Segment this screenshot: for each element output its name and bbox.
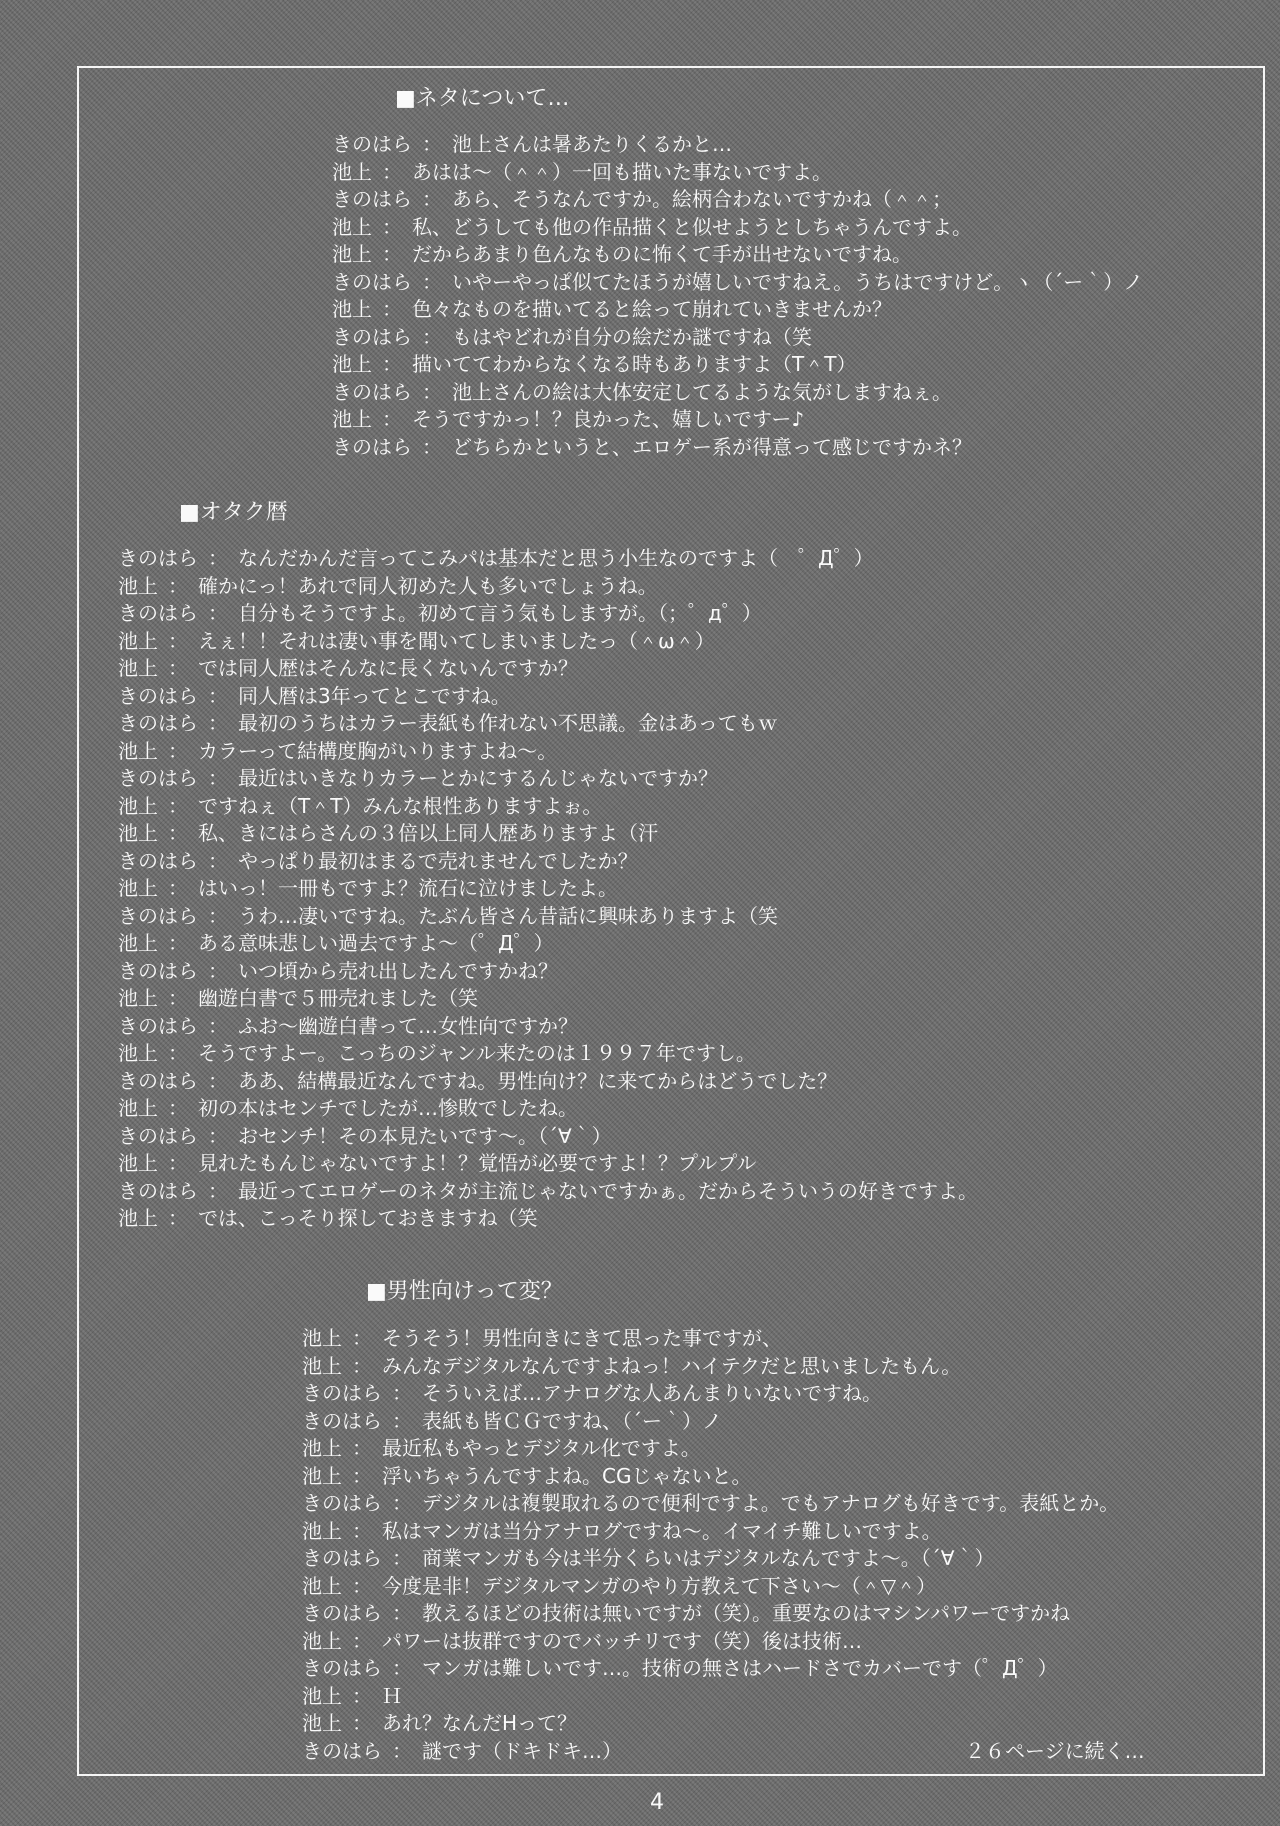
speaker-separator: ： [382,242,402,266]
dialogue-text: マンガは難しいです…。技術の無さはハードさでカバーです（゜Д゜） [422,1656,1058,1680]
speaker-name: 池上 [302,1326,342,1350]
dialogue-line [118,1123,978,1151]
speaker-name: 池上 [118,1096,158,1120]
dialogue-text: ふお～幽遊白書って…女性向ですか？ [238,1013,578,1038]
speaker-name: きのはら [118,683,198,708]
dialogue-line [332,186,1143,214]
dialogue-list [302,1325,1119,1765]
speaker-name: 池上 [332,297,372,321]
speaker-name: きのはら [332,379,412,404]
dialogue-line [118,683,978,711]
speaker-name: きのはら [302,1601,382,1625]
speaker-separator: ： [382,352,402,376]
dialogue-line [332,324,1143,352]
continued-note: ２６ページに続く… [965,1739,1145,1763]
speaker-name: きのはら [118,848,198,873]
dialogue-line [118,600,978,628]
dialogue-text: いやーやっぱ似てたほうが嬉しいですねえ。うちはですけど。ヽ（´ー｀）ノ [452,269,1144,294]
speaker-name: 池上 [118,876,158,900]
dialogue-line [332,379,1143,407]
dialogue-line [118,655,978,683]
dialogue-line [332,434,1143,462]
dialogue-text: 確かにっ！あれで同人初めた人も多いでしょうね。 [198,573,658,598]
speaker-separator: ： [168,656,188,680]
dialogue-line [118,1178,978,1206]
section-neta [332,86,1143,461]
speaker-separator: ： [382,159,402,184]
dialogue-line [302,1325,1119,1353]
dialogue-text: では、こっそり探しておきますね（笑 [198,1206,538,1230]
dialogue-line [332,269,1143,297]
dialogue-line [332,214,1143,242]
speaker-separator: ： [422,324,442,349]
speaker-name: 池上 [302,1436,342,1460]
speaker-separator: ： [382,297,402,321]
dialogue-text: 色々なものを描いてると絵って崩れていきませんか？ [412,297,892,321]
dialogue-list [332,131,1143,461]
speaker-separator: ： [352,1436,372,1460]
speaker-separator: ： [168,738,188,763]
speaker-name: きのはら [302,1546,382,1570]
speaker-name: 池上 [332,242,372,266]
speaker-name: 池上 [302,1711,342,1735]
dialogue-text: 今度是非！デジタルマンガのやり方教えて下さい～（＾▽＾） [382,1573,937,1598]
dialogue-line [302,1380,1119,1408]
dialogue-text: 初の本はセンチでしたが…惨敗でしたね。 [198,1096,578,1120]
speaker-separator: ： [392,1738,412,1763]
speaker-name: きのはら [118,1178,198,1203]
dialogue-text: 教えるほどの技術は無いですが（笑）。重要なのはマシンパワーですかね [422,1601,1071,1625]
speaker-separator: ： [208,1013,228,1038]
dialogue-text: 商業マンガも今は半分くらいはデジタルなんですよ～。（´∀｀） [422,1546,995,1570]
dialogue-line [302,1518,1119,1546]
speaker-separator: ： [208,683,228,708]
dialogue-text: みんなデジタルなんですよねっ！ハイテクだと思いましたもん。 [382,1353,962,1378]
speaker-separator: ： [208,1123,228,1148]
speaker-name: 池上 [118,656,158,680]
dialogue-text: Ｈ [382,1683,402,1708]
speaker-name: きのはら [302,1738,382,1763]
dialogue-text: そうそう！男性向きにきて思った事ですが、 [382,1326,782,1350]
speaker-name: 池上 [118,931,158,955]
speaker-separator: ： [352,1628,372,1653]
speaker-name: 池上 [118,628,158,653]
speaker-separator: ： [352,1573,372,1598]
dialogue-line [118,738,978,766]
dialogue-text: カラーって結構度胸がいりますよね～。 [198,738,558,763]
speaker-name: 池上 [118,573,158,598]
speaker-separator: ： [208,848,228,873]
dialogue-text: 見れたもんじゃないですよ！？覚悟が必要ですよ！？プルプル [198,1151,757,1175]
dialogue-line [118,545,978,573]
dialogue-text: あら、そうなんですか。絵柄合わないですかね（＾＾； [452,187,952,211]
dialogue-line [118,1013,978,1041]
speaker-separator: ： [168,821,188,845]
speaker-separator: ： [382,407,402,431]
dialogue-text: 自分もそうですよ。初めて言う気もしますが。（；゜д゜） [238,601,762,625]
speaker-separator: ： [168,931,188,955]
speaker-name: きのはら [118,903,198,928]
speaker-name: きのはら [302,1491,382,1515]
dialogue-line [118,1095,978,1123]
dialogue-text: なんだかんだ言ってこみパは基本だと思う小生なのですよ（ ゜Д゜） [238,546,874,570]
speaker-name: きのはら [332,434,412,459]
dialogue-line [118,1068,978,1096]
speaker-name: 池上 [332,159,372,184]
dialogue-line [118,958,978,986]
speaker-separator: ： [352,1711,372,1735]
section-heading: ■オタク暦 [179,500,288,525]
section-dansei-muke [302,1279,1119,1765]
dialogue-line [302,1600,1119,1628]
speaker-separator: ： [352,1326,372,1350]
dialogue-text: あはは～（＾＾）一回も描いた事ないですよ。 [412,159,832,184]
speaker-separator: ： [208,766,228,790]
speaker-name: きのはら [118,1013,198,1038]
section-otaku-reki [118,500,978,1233]
speaker-name: 池上 [302,1518,342,1543]
speaker-separator: ： [168,628,188,653]
dialogue-line [118,793,978,821]
speaker-name: きのはら [118,1123,198,1148]
dialogue-text: おセンチ！その本見たいです～。（´∀｀） [238,1123,612,1148]
speaker-name: 池上 [118,793,158,818]
speaker-separator: ： [208,546,228,570]
speaker-separator: ： [422,132,442,156]
speaker-separator: ： [422,434,442,459]
speaker-name: 池上 [302,1573,342,1598]
speaker-separator: ： [392,1656,412,1680]
speaker-separator: ： [352,1463,372,1488]
section-heading: ■ネタについて… [395,86,570,111]
dialogue-text: どちらかというと、エロゲー系が得意って感じですかネ？ [452,434,972,459]
dialogue-text: そういえば…アナログな人あんまりいないですね。 [422,1381,882,1405]
speaker-name: 池上 [302,1463,342,1488]
speaker-separator: ： [392,1601,412,1625]
dialogue-line [302,1545,1119,1573]
dialogue-line [302,1573,1119,1601]
section-heading: ■男性向けって変？ [366,1279,563,1304]
dialogue-text: 最近はいきなりカラーとかにするんじゃないですか？ [238,766,718,790]
dialogue-list [118,545,978,1233]
dialogue-line [118,848,978,876]
dialogue-text: 最近私もやっとデジタル化ですよ。 [382,1436,701,1460]
speaker-name: きのはら [118,711,198,735]
speaker-name: 池上 [118,1041,158,1065]
speaker-separator: ： [352,1353,372,1378]
speaker-name: 池上 [302,1353,342,1378]
speaker-separator: ： [392,1546,412,1570]
speaker-separator: ： [352,1518,372,1543]
dialogue-line [302,1710,1119,1738]
speaker-name: きのはら [118,601,198,625]
speaker-name: きのはら [332,187,412,211]
speaker-separator: ： [168,573,188,598]
speaker-separator: ： [208,1068,228,1093]
dialogue-line [118,820,978,848]
speaker-separator: ： [168,1041,188,1065]
speaker-separator: ： [168,1096,188,1120]
dialogue-line [332,351,1143,379]
speaker-name: 池上 [118,821,158,845]
speaker-separator: ： [392,1408,412,1433]
page-number: 4 [650,1790,664,1815]
speaker-name: きのはら [302,1381,382,1405]
dialogue-text: 表紙も皆ＣＧですね、（´ー｀）ノ [422,1408,722,1433]
dialogue-text: ある意味悲しい過去ですよ～（゜Д゜） [198,931,554,955]
speaker-separator: ： [208,958,228,983]
dialogue-line [118,765,978,793]
dialogue-text: ですねぇ（T＾T）みんな根性ありますよぉ。 [198,793,603,818]
dialogue-line [332,159,1143,187]
speaker-name: 池上 [118,738,158,763]
dialogue-line [302,1353,1119,1381]
speaker-name: きのはら [118,766,198,790]
dialogue-text: 幽遊白書で５冊売れました（笑 [198,986,478,1010]
dialogue-text: 池上さんの絵は大体安定してるような気がしますねぇ。 [452,379,952,404]
speaker-name: きのはら [118,546,198,570]
dialogue-line [302,1463,1119,1491]
speaker-separator: ： [168,986,188,1010]
speaker-separator: ： [168,1206,188,1230]
speaker-separator: ： [168,1151,188,1175]
speaker-separator: ： [208,711,228,735]
dialogue-text: いつ頃から売れ出したんですかね？ [238,958,558,983]
dialogue-line [302,1408,1119,1436]
dialogue-line [118,930,978,958]
speaker-name: 池上 [302,1683,342,1708]
dialogue-text: では同人歴はそんなに長くないんですか？ [198,656,578,680]
speaker-name: 池上 [302,1628,342,1653]
dialogue-line [118,903,978,931]
dialogue-text: やっぱり最初はまるで売れませんでしたか？ [238,848,638,873]
dialogue-line [118,710,978,738]
dialogue-line [332,296,1143,324]
speaker-name: 池上 [332,352,372,376]
dialogue-text: えぇ！！それは凄い事を聞いてしまいましたっ（＾ω＾） [198,628,715,653]
speaker-separator: ： [382,214,402,239]
speaker-separator: ： [168,793,188,818]
speaker-name: 池上 [118,986,158,1010]
dialogue-text: 私はマンガは当分アナログですね～。イマイチ難しいですよ。 [382,1518,942,1543]
dialogue-text: 同人暦は3年ってとこですね。 [238,683,511,708]
dialogue-line [302,1628,1119,1656]
speaker-name: きのはら [118,1068,198,1093]
speaker-separator: ： [392,1381,412,1405]
dialogue-text: そうですよー。こっちのジャンル来たのは１９９７年ですし。 [198,1041,756,1065]
dialogue-text: 私、どうしても他の作品描くと似せようとしちゃうんですよ。 [412,214,972,239]
speaker-name: きのはら [332,324,412,349]
speaker-separator: ： [208,903,228,928]
dialogue-text: 最近ってエロゲーのネタが主流じゃないですかぁ。だからそういうの好きですよ。 [238,1178,978,1203]
dialogue-line [118,1150,978,1178]
dialogue-text: ああ、結構最近なんですね。男性向け？に来てからはどうでした？ [238,1068,838,1093]
speaker-separator: ： [422,379,442,404]
speaker-name: きのはら [118,958,198,983]
speaker-name: 池上 [118,1206,158,1230]
dialogue-text: 池上さんは暑あたりくるかと… [452,132,732,156]
dialogue-text: そうですかっ！？良かった、嬉しいですー♪ [412,407,805,431]
dialogue-text: はいっ！一冊もですよ？流石に泣けましたよ。 [198,876,618,900]
dialogue-text: 浮いちゃうんですよね。CGじゃないと。 [382,1463,752,1488]
speaker-separator: ： [392,1491,412,1515]
dialogue-line [332,241,1143,269]
speaker-separator: ： [352,1683,372,1708]
dialogue-line [302,1490,1119,1518]
speaker-name: きのはら [302,1408,382,1433]
speaker-separator: ： [422,269,442,294]
dialogue-line [332,406,1143,434]
dialogue-line [332,131,1143,159]
speaker-name: 池上 [332,407,372,431]
speaker-separator: ： [422,187,442,211]
dialogue-line [118,875,978,903]
speaker-separator: ： [208,601,228,625]
dialogue-text: あれ？なんだHって？ [382,1711,578,1735]
dialogue-line [118,1040,978,1068]
dialogue-text: もはやどれが自分の絵だか謎ですね（笑 [452,324,812,349]
dialogue-text: デジタルは複製取れるので便利ですよ。でもアナログも好きです。表紙とか。 [422,1491,1120,1515]
dialogue-text: うわ…凄いですね。たぶん皆さん昔話に興味ありますよ（笑 [238,903,778,928]
speaker-separator: ： [208,1178,228,1203]
dialogue-line [118,985,978,1013]
dialogue-text: だからあまり色んなものに怖くて手が出せないですね。 [412,242,912,266]
dialogue-text: 最初のうちはカラー表紙も作れない不思議。金はあってもｗ [238,711,778,735]
dialogue-line [118,1205,978,1233]
dialogue-line [302,1683,1119,1711]
dialogue-text: 謎です（ドキドキ…） [422,1738,622,1763]
speaker-name: きのはら [332,269,412,294]
dialogue-line [118,628,978,656]
speaker-name: きのはら [332,132,412,156]
speaker-separator: ： [168,876,188,900]
dialogue-text: 描いててわからなくなる時もありますよ（T＾T） [412,352,857,376]
dialogue-line [302,1435,1119,1463]
speaker-name: 池上 [118,1151,158,1175]
dialogue-line [118,573,978,601]
speaker-name: きのはら [302,1656,382,1680]
dialogue-text: パワーは抜群ですのでバッチリです（笑）後は技術… [382,1628,862,1653]
dialogue-line [302,1655,1119,1683]
dialogue-text: 私、きにはらさんの３倍以上同人歴ありますよ（汗 [198,821,658,845]
speaker-name: 池上 [332,214,372,239]
